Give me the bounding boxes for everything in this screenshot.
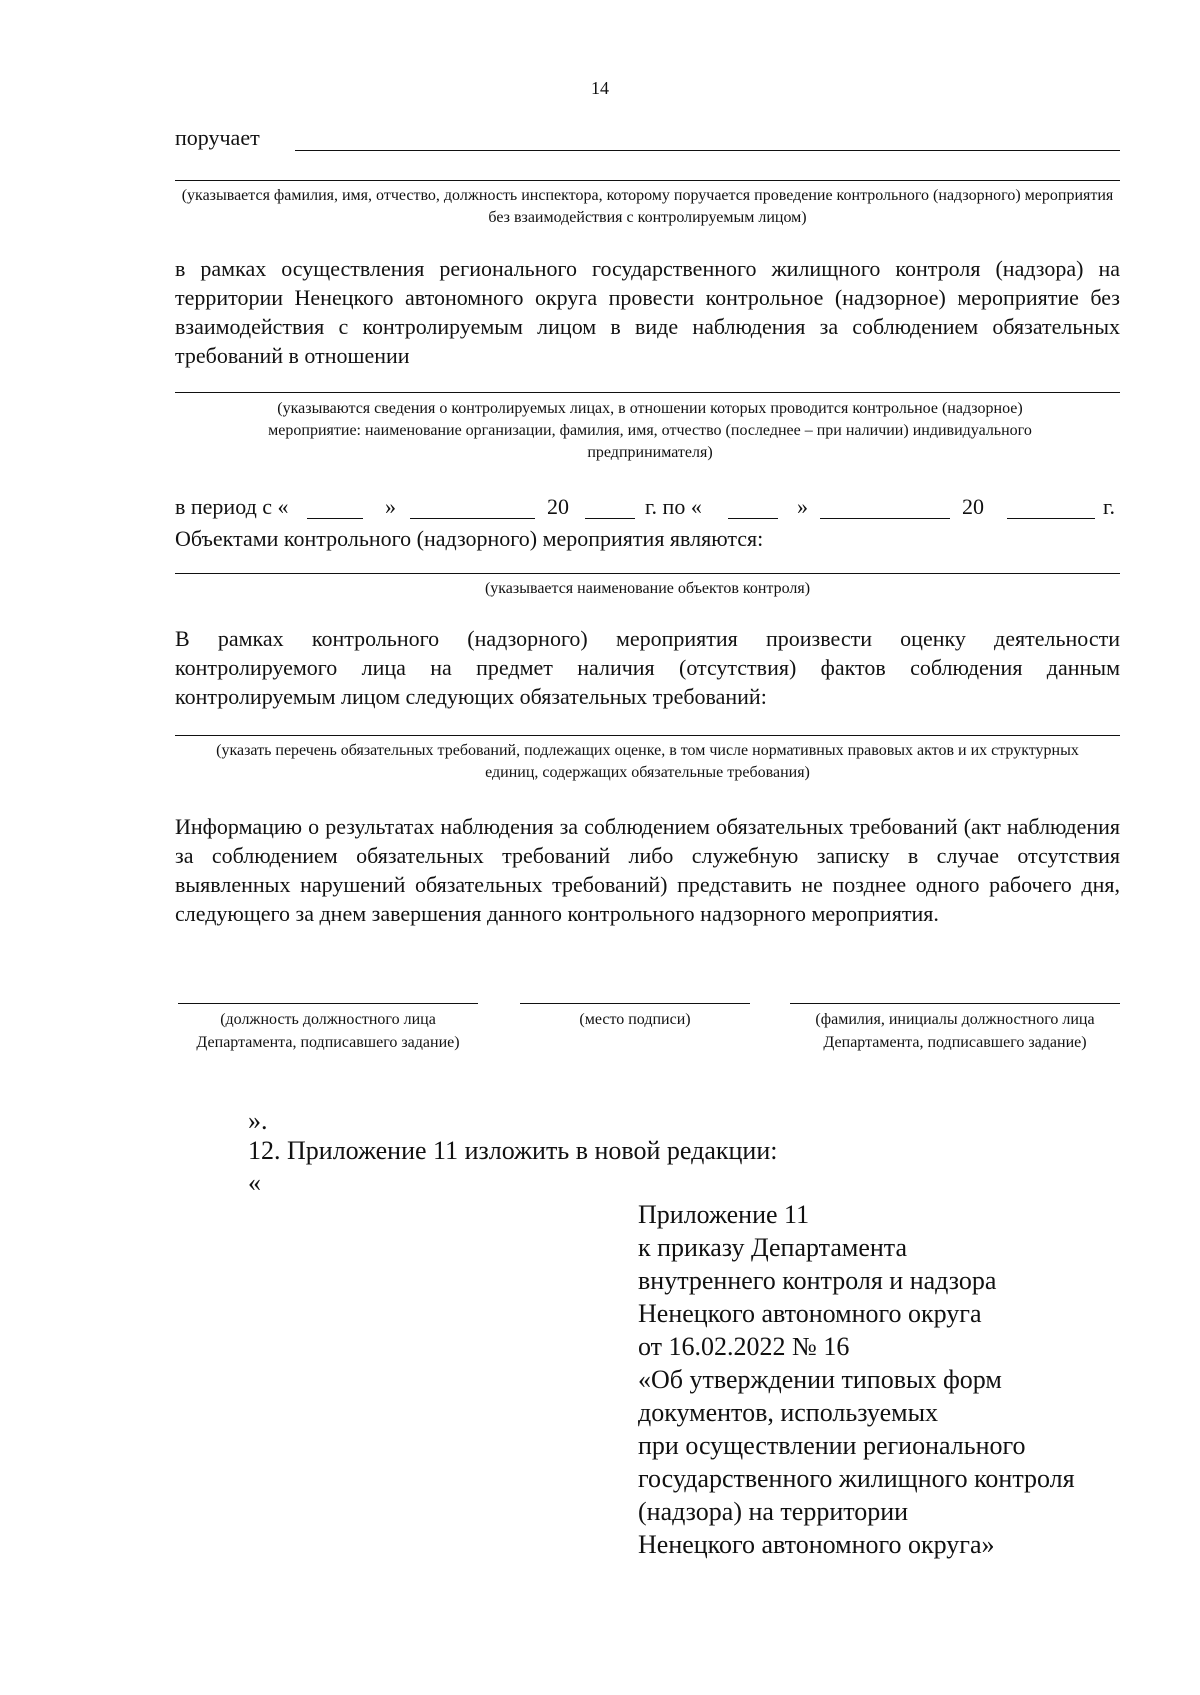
period-day-end-blank	[728, 518, 778, 519]
signature-position-label: (должность должностного лица Департамента, подписавшего задание)	[196, 1011, 460, 1051]
signature-position-line	[178, 1003, 478, 1004]
assessment-note: (указать перечень обязательных требований, подлежащих оценке, в том числе нормативных правовых актов и их структурных единиц, содержащих обязательные требования)	[216, 742, 1079, 781]
objects-line	[175, 573, 1120, 574]
appendix-line: (надзора) на территории	[638, 1497, 909, 1526]
period-year-prefix-1: 20	[547, 494, 569, 519]
assign-blank-line	[295, 150, 1120, 151]
appendix-line: государственного жилищного контроля	[638, 1464, 1075, 1493]
objects-label: Объектами контрольного (надзорного) мероприятия являются:	[175, 526, 764, 551]
assign-label: поручает	[175, 125, 260, 150]
appendix-line: Ненецкого автономного округа	[638, 1299, 982, 1328]
assessment-line	[175, 735, 1120, 736]
signature-name-line	[790, 1003, 1120, 1004]
controlled-persons-note: (указываются сведения о контролируемых лицах, в отношении которых проводится контрольное (надзорное) мероприятие: наименование организации, фамилия, имя, отчество (последнее – при наличии) индивидуального предпринимателя)	[268, 400, 1032, 461]
page-number: 14	[591, 78, 609, 98]
appendix-line: Ненецкого автономного округа»	[638, 1530, 995, 1559]
information-paragraph: Информацию о результатах наблюдения за соблюдением обязательных требований (акт наблюдения за соблюдением обязательных требований либо служебную записку в случае отсутствия выявленных нарушений обязательных требований) представить не позднее одного рабочего дня, следующего за днем завершения данного контрольного надзорного мероприятия.	[175, 814, 1120, 926]
item-12: 12. Приложение 11 изложить в новой редакции:	[248, 1136, 778, 1165]
assign-blank-line-2	[175, 180, 1120, 181]
appendix-line: при осуществлении регионального	[638, 1431, 1026, 1460]
assessment-paragraph: В рамках контрольного (надзорного) мероприятия произвести оценку деятельности контролируемого лица на предмет наличия (отсутствия) фактов соблюдения данным контролируемым лицом следующих обязательных требований:	[175, 626, 1120, 709]
objects-note: (указывается наименование объектов контроля)	[484, 580, 811, 597]
period-to-label: г. по «	[645, 494, 702, 519]
period-close-quote-2: »	[797, 494, 808, 519]
period-year-prefix-2: 20	[962, 494, 984, 519]
appendix-line: документов, используемых	[638, 1398, 939, 1427]
appendix-header	[638, 1198, 1075, 1561]
period-prefix: в период с «	[175, 494, 289, 519]
period-month-start-blank	[410, 518, 535, 519]
period-year-end-blank	[1007, 518, 1095, 519]
appendix-line: от 16.02.2022 № 16	[638, 1332, 850, 1361]
appendix-line: внутреннего контроля и надзора	[638, 1266, 997, 1295]
period-year-start-blank	[585, 518, 635, 519]
appendix-line: «Об утверждении типовых форм	[638, 1365, 1002, 1394]
signature-place-line	[520, 1003, 750, 1004]
appendix-line: к приказу Департамента	[638, 1233, 908, 1262]
period-day-start-blank	[307, 518, 363, 519]
period-close-quote-1: »	[385, 494, 396, 519]
closing-quote: ».	[248, 1106, 268, 1135]
controlled-persons-line	[175, 392, 1120, 393]
opening-quote: «	[248, 1168, 261, 1197]
period-end-label: г.	[1103, 494, 1116, 519]
period-line	[175, 494, 1120, 524]
signature-name-label: (фамилия, инициалы должностного лица Департамента, подписавшего задание)	[815, 1011, 1095, 1051]
appendix-line: Приложение 11	[638, 1200, 810, 1229]
assign-note: (указывается фамилия, имя, отчество, должность инспектора, которому поручается проведение контрольного (надзорного) мероприятия без взаимодействия с контролируемым лицом)	[181, 187, 1114, 226]
control-paragraph: в рамках осуществления регионального государственного жилищного контроля (надзора) на территории Ненецкого автономного округа провести контрольное (надзорное) мероприятие без взаимодействия с контролируемым лицом в виде наблюдения за соблюдением обязательных требований в отношении	[175, 256, 1120, 368]
period-month-end-blank	[820, 518, 950, 519]
signature-place-label: (место подписи)	[579, 1011, 691, 1028]
